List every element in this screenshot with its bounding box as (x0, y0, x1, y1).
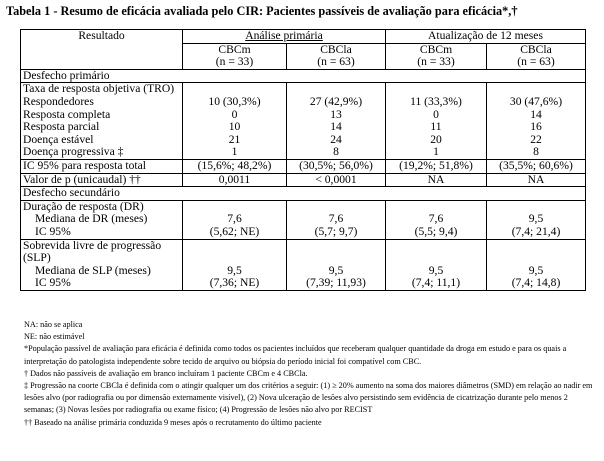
ci-value: (35,5%; 60,6%) (487, 159, 586, 173)
dr-labels: Duração de resposta (DR) Mediana de DR (meses) IC 95% (21, 200, 183, 239)
tro-labels: Taxa de resposta objetiva (TRO) Respondedores Resposta completa Resposta parcial Doença estável Doença progressiva ‡ (21, 83, 183, 160)
section-secondary: Desfecho secundário (21, 187, 586, 201)
header-group-cell: CBCla (n = 63) (487, 43, 586, 69)
tro-values-col1: 10 (30,3%) 0 10 21 1 (183, 83, 287, 160)
tro-values-col3: 11 (33,3%) 0 11 20 1 (386, 83, 487, 160)
tro-block (21, 83, 586, 160)
footnote: † Dados não passíveis de avaliação em branco incluíram 1 paciente CBCm e 4 CBCla. (24, 368, 308, 378)
header-analise-primaria: Análise primária (183, 30, 386, 44)
header-row-1 (21, 30, 586, 44)
ci-value: (15,6%; 48,2%) (183, 159, 287, 173)
slp-row (21, 239, 586, 290)
footnotes (24, 319, 596, 429)
dr-values-col1: 7,6 (5,62; NE) (183, 200, 287, 239)
header-atualizacao: Atualização de 12 meses (386, 30, 586, 44)
ci-row (21, 159, 586, 173)
footnote: ‡ Progressão na coorte CBCla é definida com o atingir qualquer um dos critérios a seguir: (1) ≥ 20% aumento na soma dos maiores diâmetros (SMD) em relação ao nadir em lesões alvo (por radiografia ou por dimensão externamente visível), (2) Nova ulceração de lesões alvo persistindo sem evidência de cicatrização durante pelo menos 2 semanas; (3) Novas lesões por radiografia ou exame físico; (4) Progressão de lesões não alvo por RECIST (24, 381, 593, 415)
table-title: Tabela 1 - Resumo de eficácia avaliada pelo CIR: Pacientes passíveis de avaliação para eficácia*,† (6, 4, 518, 18)
footnote: NE: não estimável (24, 332, 85, 342)
footnote: NA: não se aplica (24, 320, 83, 329)
slp-values-col3: 9,5 (7,4; 11,1) (386, 239, 487, 290)
tro-values-col4: 30 (47,6%) 14 16 22 8 (487, 83, 586, 160)
pvalue-value: NA (487, 173, 586, 187)
slp-values-col1: 9,5 (7,36; NE) (183, 239, 287, 290)
pvalue-value: < 0,0001 (287, 173, 386, 187)
ci-value: (19,2%; 51,8%) (386, 159, 487, 173)
pvalue-value: 0,0011 (183, 173, 287, 187)
header-resultado: Resultado (21, 30, 183, 70)
ci-value: (30,5%; 56,0%) (287, 159, 386, 173)
header-group-cell: CBCla (n = 63) (287, 43, 386, 69)
footnote: *População passível de avaliação para eficácia é definida como todos os pacientes incluídos que receberam qualquer quantidade da droga em estudo e para os quais a interpretação do patologista independente sobre tecido de arquivo ou biópsia do período inicial foi compatível com CBC. (24, 344, 567, 366)
section-row-primary (21, 69, 586, 83)
section-primary: Desfecho primário (21, 69, 586, 83)
section-row-secondary (21, 187, 586, 201)
header-group-cell: CBCm (n = 33) (386, 43, 487, 69)
header-group-cell: CBCm (n = 33) (183, 43, 287, 69)
ci-label: IC 95% para resposta total (21, 159, 183, 173)
slp-values-col4: 9,5 (7,4; 14,8) (487, 239, 586, 290)
dr-values-col3: 7,6 (5,5; 9,4) (386, 200, 487, 239)
slp-labels: Sobrevida livre de progressão (SLP) Mediana de SLP (meses) IC 95% (21, 239, 183, 290)
pvalue-row (21, 173, 586, 187)
dr-values-col4: 9,5 (7,4; 21,4) (487, 200, 586, 239)
tro-values-col2: 27 (42,9%) 13 14 24 8 (287, 83, 386, 160)
dr-values-col2: 7,6 (5,7; 9,7) (287, 200, 386, 239)
pvalue-label: Valor de p (unicaudal) †† (21, 173, 183, 187)
dr-row (21, 200, 586, 239)
footnote: †† Baseado na análise primária conduzida 9 meses após o recrutamento do último paciente (24, 417, 322, 427)
pvalue-value: NA (386, 173, 487, 187)
efficacy-table (20, 29, 586, 291)
slp-values-col2: 9,5 (7,39; 11,93) (287, 239, 386, 290)
